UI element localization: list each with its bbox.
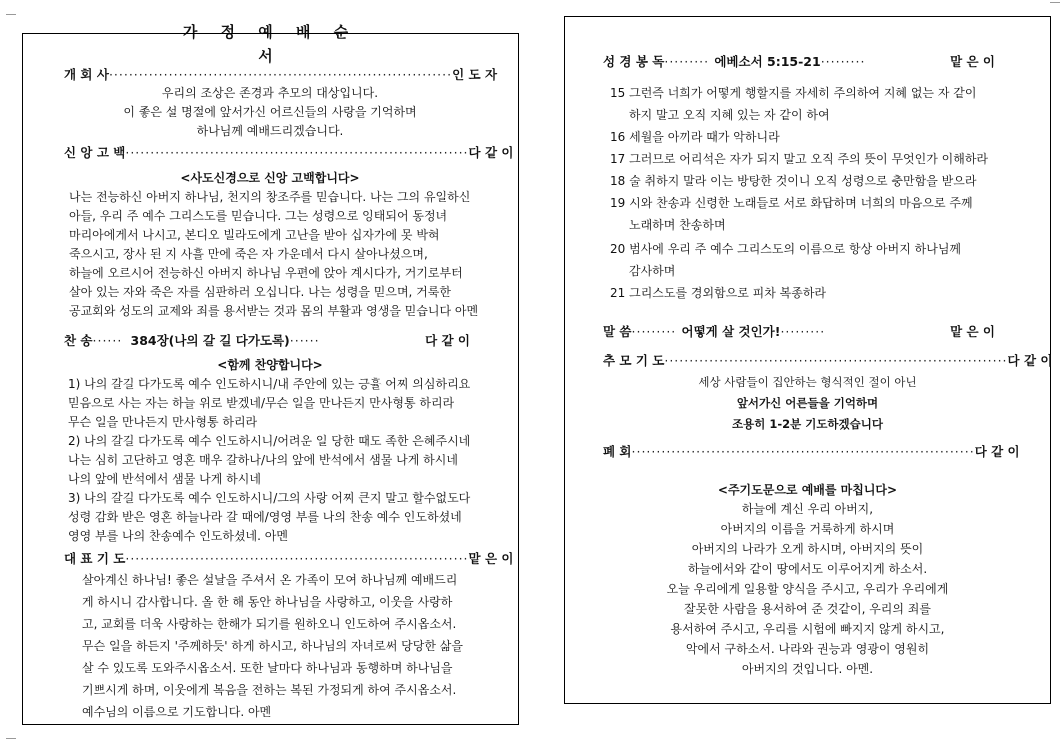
section-label: 말 씀 bbox=[603, 324, 632, 339]
verse-line: 17 그러므로 어리석은 자가 되지 말고 오직 주의 뜻이 무엇인가 이해하라 bbox=[610, 152, 989, 166]
verse-line: 18 술 취하지 말라 이는 방탕한 것이니 오직 성령으로 충만함을 받으라 bbox=[610, 174, 977, 188]
section-label: 대 표 기 도 bbox=[64, 551, 126, 566]
prayer-line: 기쁘시게 하며, 이웃에게 복음을 전하는 복된 가정되게 하여 주시옵소서. bbox=[82, 683, 457, 697]
sermon-title: 어떻게 살 것인가! bbox=[681, 324, 781, 339]
creed-subtitle: <사도신경으로 신앙 고백합니다> bbox=[180, 171, 360, 185]
verse-line: 15 그런즉 너희가 어떻게 행할지를 자세히 주의하여 지혜 없는 자 같이 bbox=[610, 86, 977, 100]
closing-subtitle: <주기도문으로 예배를 마칩니다> bbox=[717, 483, 898, 497]
page-corner-mark bbox=[1050, 2, 1060, 13]
section-label: 신 앙 고 백 bbox=[64, 145, 126, 160]
creed-line: 공교회와 성도의 교제와 죄를 용서받는 것과 몸의 부활과 영생을 믿습니다 아멘 bbox=[69, 304, 479, 318]
page-corner-mark bbox=[6, 728, 16, 739]
verse-line: 20 범사에 우리 주 예수 그리스도의 이름으로 항상 아버지 하나님께 bbox=[610, 242, 962, 256]
prayer-line: 살 수 있도록 도와주시옵소서. 또한 날마다 하나님과 동행하며 하나님을 bbox=[82, 661, 453, 675]
section-label: 찬 송 bbox=[64, 333, 93, 348]
section-prayer bbox=[64, 548, 514, 568]
verse-line: 감사하며 bbox=[629, 264, 676, 278]
section-closing bbox=[603, 441, 1020, 461]
section-sermon bbox=[603, 321, 995, 341]
section-role: 맡 은 이 bbox=[468, 551, 514, 566]
creed-line: 하늘에 오르시어 전능하신 아버지 하나님 우편에 앉아 계시다가, 거기로부터 bbox=[69, 266, 463, 280]
leader-dots: ········· bbox=[780, 323, 826, 339]
prayer-line: 게 하시니 감사합니다. 올 한 해 동안 하나님을 사랑하고, 이웃을 사랑하 bbox=[82, 595, 453, 609]
section-reading bbox=[603, 51, 995, 71]
verse-line: 16 세월을 아끼라 때가 악하니라 bbox=[610, 130, 780, 144]
leader-dots: ······ bbox=[92, 332, 123, 348]
creed-line: 아들, 우리 주 예수 그리스도를 믿습니다. 그는 성령으로 잉태되어 동정녀 bbox=[69, 209, 448, 223]
page-title: 가 정 예 배 순 서 bbox=[180, 20, 360, 68]
lords-prayer-line: 악에서 구하소서. 나라와 권능과 영광이 영원히 bbox=[685, 642, 930, 656]
creed-line: 마리아에게서 나시고, 본디오 빌라도에게 고난을 받아 십자가에 못 박혀 bbox=[69, 228, 440, 242]
section-role: 맡 은 이 bbox=[950, 324, 995, 339]
section-creed bbox=[64, 142, 514, 162]
creed-line: 죽으시고, 장사 된 지 사흘 만에 죽은 자 가운데서 다시 살아나셨으며, bbox=[69, 247, 428, 261]
section-role: 다 같 이 bbox=[425, 333, 470, 348]
lords-prayer-line: 하늘에서와 같이 땅에서도 이루어지게 하소서. bbox=[687, 562, 928, 576]
hymn-line: 나의 앞에 반석에서 샘물 나게 하시네 bbox=[68, 472, 261, 486]
opening-line: 이 좋은 설 명절에 앞서가신 어르신들의 사랑을 기억하며 bbox=[123, 105, 417, 119]
section-label: 폐 회 bbox=[603, 444, 632, 459]
hymn-line: 2) 나의 갈길 다가도록 예수 인도하시니/어려운 일 당한 때도 족한 은혜주시네 bbox=[68, 434, 471, 448]
hymn-line: 3) 나의 갈길 다가도록 예수 인도하시니/그의 사랑 어찌 큰지 말고 할수없도다 bbox=[68, 491, 471, 505]
prayer-line: 살아계신 하나님! 좋은 설날을 주셔서 온 가족이 모여 하나님께 예배드리 bbox=[82, 573, 458, 587]
verse-line: 21 그리스도를 경외함으로 피차 복종하라 bbox=[610, 286, 827, 300]
memorial-line: 조용히 1-2분 기도하겠습니다 bbox=[732, 417, 883, 431]
lords-prayer-line: 아버지의 것입니다. 아멘. bbox=[741, 662, 874, 676]
lords-prayer-line: 아버지의 나라가 오게 하시며, 아버지의 뜻이 bbox=[691, 542, 924, 556]
hymn-line: 1) 나의 갈길 다가도록 예수 인도하시니/내 주안에 있는 긍휼 어찌 의심하리요 bbox=[68, 377, 471, 391]
lords-prayer-line: 오늘 우리에게 일용할 양식을 주시고, 우리가 우리에게 bbox=[666, 582, 949, 596]
section-role: 다 같 이 bbox=[468, 145, 514, 160]
prayer-line: 고, 교회를 더욱 사랑하는 한해가 되기를 원하오니 인도하여 주시옵소서. bbox=[82, 617, 457, 631]
page-corner-mark bbox=[6, 14, 16, 25]
hymn-line: 성령 감화 받은 영혼 하늘나라 갈 때에/영영 부를 나의 찬송 예수 인도하셨네 bbox=[68, 510, 462, 524]
verse-line: 19 시와 찬송과 신령한 노래들로 서로 화답하며 너희의 마음으로 주께 bbox=[610, 196, 973, 210]
verse-line: 하지 말고 오직 지혜 있는 자 같이 하여 bbox=[629, 108, 830, 122]
prayer-line: 무슨 일을 하든지 '주께하듯' 하게 하시고, 하나님의 자녀로써 당당한 삶을 bbox=[82, 639, 463, 653]
opening-line: 하나님께 예배드리겠습니다. bbox=[196, 124, 344, 138]
hymn-number: 384장(나의 갈 길 다가도록) bbox=[130, 333, 290, 348]
section-hymn bbox=[64, 330, 470, 350]
leader-dots: ····································································· bbox=[125, 550, 469, 566]
leader-dots: ····································································· bbox=[125, 144, 469, 160]
leader-dots: ········· bbox=[631, 323, 677, 339]
lords-prayer-line: 아버지의 이름을 거룩하게 하시며 bbox=[720, 522, 895, 536]
hymn-line: 믿음으로 사는 자는 하늘 위로 받겠네/무슨 일을 만나든지 만사형통 하리라 bbox=[68, 396, 455, 410]
section-role: 맡 은 이 bbox=[950, 54, 995, 69]
lords-prayer-line: 잘못한 사람을 용서하여 준 것같이, 우리의 죄를 bbox=[684, 602, 931, 616]
hymn-subtitle: <함께 찬양합니다> bbox=[217, 358, 323, 372]
lords-prayer-line: 하늘에 계신 우리 아버지, bbox=[741, 502, 874, 516]
section-role: 인 도 자 bbox=[452, 67, 498, 82]
section-role: 다 같 이 bbox=[974, 444, 1020, 459]
leader-dots: ····································································· bbox=[631, 443, 975, 459]
leader-dots: ····································································· bbox=[664, 352, 1008, 368]
opening-line: 우리의 조상은 존경과 추모의 대상입니다. bbox=[161, 86, 379, 100]
scripture-reference: 에베소서 5:15-21 bbox=[714, 54, 821, 69]
leader-dots: ········· bbox=[820, 53, 866, 69]
prayer-line: 예수님의 이름으로 기도합니다. 아멘 bbox=[82, 705, 272, 719]
creed-line: 나는 전능하신 아버지 하나님, 천지의 창조주를 믿습니다. 나는 그의 유일하신 bbox=[69, 190, 471, 204]
section-label: 개 회 사 bbox=[64, 67, 109, 82]
hymn-line: 영영 부를 나의 찬송예수 인도하셨네. 아멘 bbox=[68, 529, 288, 543]
section-role: 다 같 이 bbox=[1007, 353, 1053, 368]
section-label: 추 모 기 도 bbox=[603, 353, 665, 368]
verse-line: 노래하며 찬송하며 bbox=[629, 218, 726, 232]
leader-dots: ········· bbox=[664, 53, 710, 69]
section-label: 성 경 봉 독 bbox=[603, 54, 665, 69]
leader-dots: ····································································· bbox=[108, 66, 453, 82]
hymn-line: 나는 심히 고단하고 영혼 매우 갈하나/나의 앞에 반석에서 샘물 나게 하시네 bbox=[68, 453, 458, 467]
leader-dots: ······ bbox=[289, 332, 320, 348]
memorial-line: 앞서가신 어른들을 기억하며 bbox=[736, 396, 879, 410]
section-opening bbox=[64, 64, 498, 84]
hymn-line: 무슨 일을 만나든지 만사형통 하리라 bbox=[68, 415, 258, 429]
lords-prayer-line: 용서하여 주시고, 우리를 시험에 빠지지 않게 하시고, bbox=[670, 622, 945, 636]
section-memorial bbox=[603, 350, 1053, 370]
creed-line: 살아 있는 자와 죽은 자를 심판하러 오십니다. 나는 성령을 믿으며, 거룩한 bbox=[69, 285, 451, 299]
memorial-line: 세상 사람들이 집안하는 형식적인 절이 아닌 bbox=[698, 375, 917, 389]
